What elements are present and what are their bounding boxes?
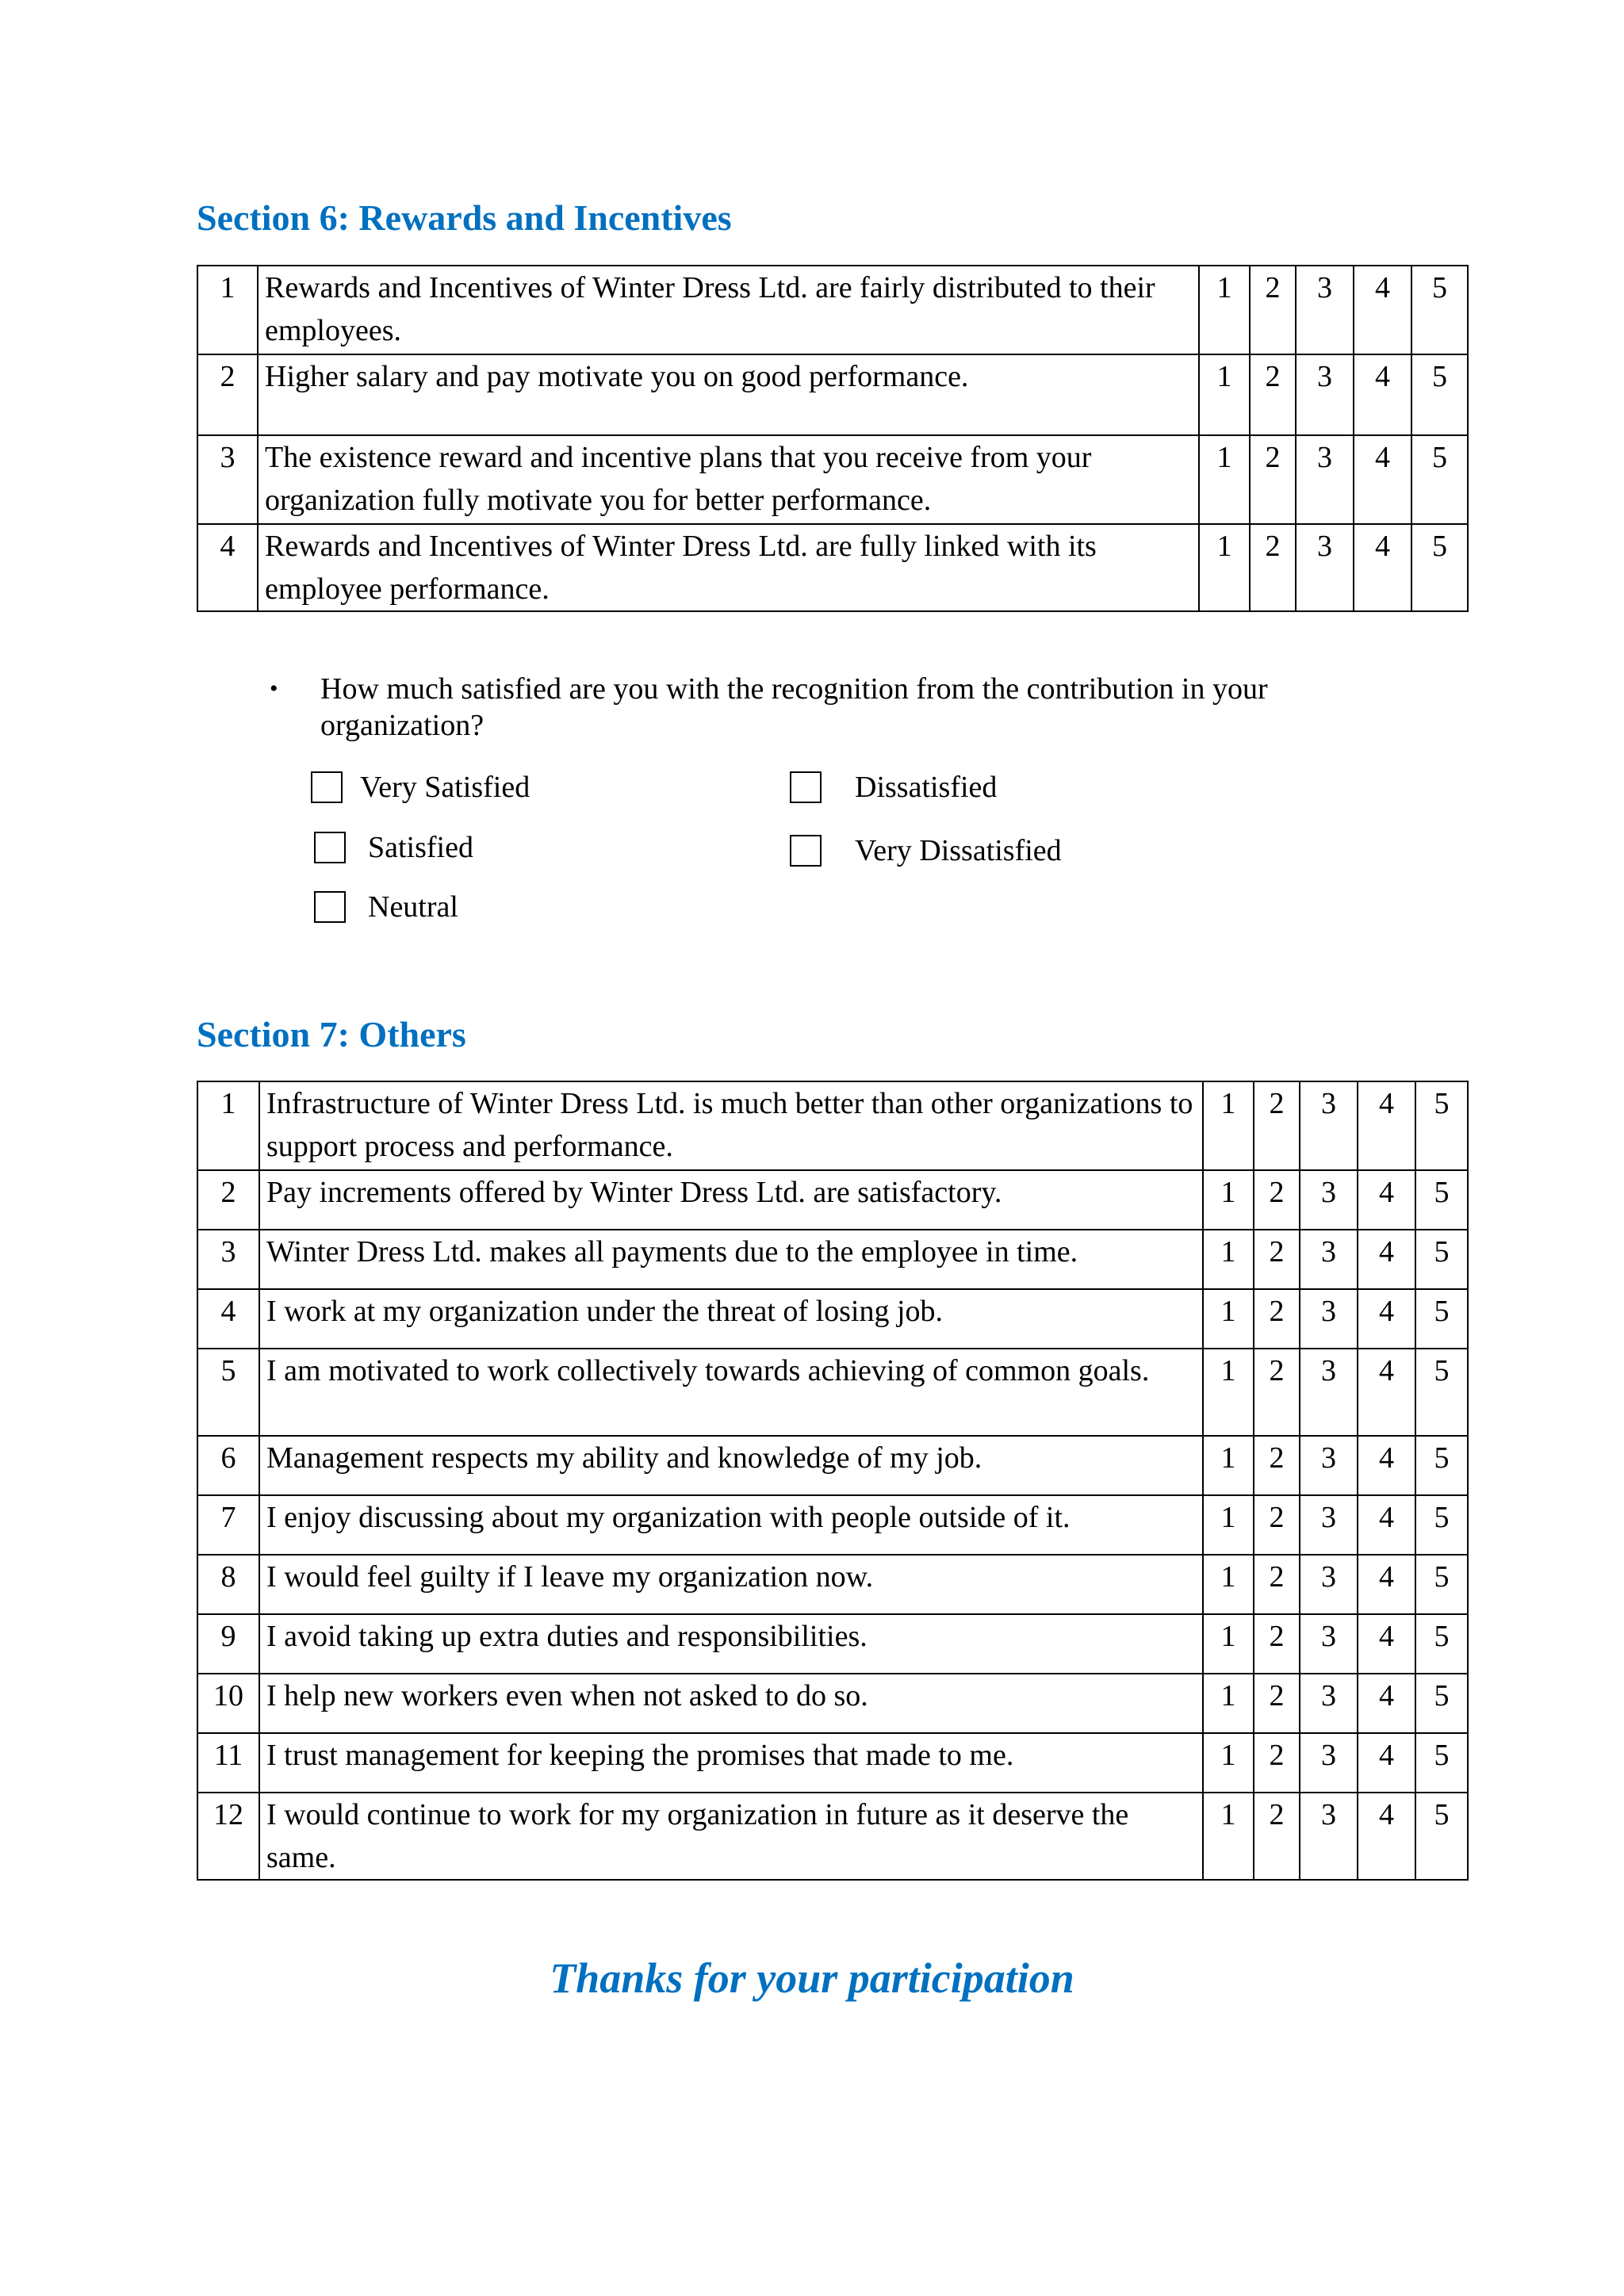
rating-option-4[interactable]: 4: [1354, 435, 1411, 524]
option-label: Dissatisfied: [855, 771, 998, 804]
rating-option-3[interactable]: 3: [1300, 1289, 1358, 1349]
rating-option-3[interactable]: 3: [1300, 1495, 1358, 1555]
rating-option-4[interactable]: 4: [1358, 1170, 1415, 1230]
checkbox-icon[interactable]: [790, 771, 822, 803]
option-label: Very Satisfied: [360, 771, 530, 804]
rating-option-3[interactable]: 3: [1296, 266, 1354, 354]
table-row: [197, 354, 1468, 435]
rating-option-1[interactable]: 1: [1203, 1170, 1254, 1230]
rating-option-5[interactable]: 5: [1415, 1793, 1468, 1880]
row-number: 9: [197, 1614, 259, 1674]
rating-option-4[interactable]: 4: [1354, 354, 1411, 435]
row-statement: I work at my organization under the threat of losing job.: [259, 1289, 1203, 1349]
rating-option-1[interactable]: 1: [1203, 1614, 1254, 1674]
row-number: 10: [197, 1674, 259, 1733]
row-statement: Higher salary and pay motivate you on good performance.: [258, 354, 1199, 435]
row-number: 1: [197, 266, 258, 354]
table-row: [197, 266, 1468, 354]
rating-option-1[interactable]: 1: [1199, 354, 1250, 435]
rating-option-5[interactable]: 5: [1415, 1289, 1468, 1349]
rating-option-4[interactable]: 4: [1358, 1349, 1415, 1436]
row-statement: I trust management for keeping the promises that made to me.: [259, 1733, 1203, 1793]
rating-option-3[interactable]: 3: [1296, 435, 1354, 524]
rating-option-5[interactable]: 5: [1411, 354, 1468, 435]
rating-option-2[interactable]: 2: [1250, 524, 1296, 611]
checkbox-icon[interactable]: [790, 835, 822, 867]
table-row: [197, 1733, 1468, 1793]
thanks-message: Thanks for your participation: [550, 1954, 1074, 2002]
option-dissatisfied[interactable]: [790, 769, 997, 806]
rating-option-2[interactable]: 2: [1254, 1436, 1300, 1495]
table-row: [197, 1614, 1468, 1674]
rating-option-2[interactable]: 2: [1254, 1555, 1300, 1614]
rating-option-2[interactable]: 2: [1254, 1289, 1300, 1349]
section-6-table: [197, 265, 1469, 612]
row-number: 4: [197, 1289, 259, 1349]
table-row: [197, 1436, 1468, 1495]
rating-option-3[interactable]: 3: [1300, 1674, 1358, 1733]
row-statement: Winter Dress Ltd. makes all payments due to the employee in time.: [259, 1230, 1203, 1289]
rating-option-3[interactable]: 3: [1300, 1170, 1358, 1230]
row-number: 3: [197, 435, 258, 524]
rating-option-4[interactable]: 4: [1354, 524, 1411, 611]
rating-option-1[interactable]: 1: [1199, 266, 1250, 354]
row-number: 8: [197, 1555, 259, 1614]
option-label: Neutral: [368, 890, 458, 924]
rating-option-5[interactable]: 5: [1415, 1495, 1468, 1555]
rating-option-2[interactable]: 2: [1254, 1230, 1300, 1289]
section-6-title: Section 6: Rewards and Incentives: [197, 197, 732, 238]
rating-option-4[interactable]: 4: [1358, 1793, 1415, 1880]
checkbox-icon[interactable]: [314, 891, 346, 923]
row-statement: Management respects my ability and knowledge of my job.: [259, 1436, 1203, 1495]
rating-option-4[interactable]: 4: [1354, 266, 1411, 354]
rating-option-2[interactable]: 2: [1254, 1170, 1300, 1230]
question-text: How much satisfied are you with the recognition from the contribution in your organization?: [320, 672, 1268, 742]
rating-option-5[interactable]: 5: [1411, 435, 1468, 524]
rating-option-2[interactable]: 2: [1254, 1674, 1300, 1733]
rating-option-1[interactable]: 1: [1203, 1733, 1254, 1793]
row-number: 5: [197, 1349, 259, 1436]
rating-option-3[interactable]: 3: [1296, 354, 1354, 435]
rating-option-4[interactable]: 4: [1358, 1733, 1415, 1793]
table-row: [197, 1081, 1468, 1170]
option-very-satisfied[interactable]: [311, 769, 530, 806]
checkbox-icon[interactable]: [314, 832, 346, 863]
rating-option-2[interactable]: 2: [1254, 1793, 1300, 1880]
table-row: [197, 1170, 1468, 1230]
rating-option-2[interactable]: 2: [1254, 1081, 1300, 1170]
row-number: 7: [197, 1495, 259, 1555]
rating-option-2[interactable]: 2: [1254, 1495, 1300, 1555]
table-row: [197, 1349, 1468, 1436]
rating-option-1[interactable]: 1: [1203, 1230, 1254, 1289]
rating-option-3[interactable]: 3: [1300, 1793, 1358, 1880]
row-number: 11: [197, 1733, 259, 1793]
rating-option-5[interactable]: 5: [1415, 1349, 1468, 1436]
rating-option-1[interactable]: 1: [1203, 1793, 1254, 1880]
rating-option-5[interactable]: 5: [1411, 266, 1468, 354]
table-row: [197, 1289, 1468, 1349]
table-row: [197, 1674, 1468, 1733]
row-number: 12: [197, 1793, 259, 1880]
row-number: 3: [197, 1230, 259, 1289]
table-row: [197, 1495, 1468, 1555]
rating-option-1[interactable]: 1: [1203, 1289, 1254, 1349]
rating-option-2[interactable]: 2: [1254, 1614, 1300, 1674]
rating-option-4[interactable]: 4: [1358, 1674, 1415, 1733]
rating-option-4[interactable]: 4: [1358, 1230, 1415, 1289]
rating-option-3[interactable]: 3: [1300, 1436, 1358, 1495]
rating-option-2[interactable]: 2: [1254, 1733, 1300, 1793]
rating-option-4[interactable]: 4: [1358, 1289, 1415, 1349]
satisfaction-question: [270, 671, 1396, 744]
rating-option-1[interactable]: 1: [1203, 1495, 1254, 1555]
option-neutral[interactable]: [314, 889, 458, 925]
rating-option-1[interactable]: 1: [1199, 435, 1250, 524]
checkbox-icon[interactable]: [311, 771, 343, 803]
row-statement: Infrastructure of Winter Dress Ltd. is much better than other organizations to support process and performance.: [259, 1081, 1203, 1170]
table-row: [197, 524, 1468, 611]
row-statement: Rewards and Incentives of Winter Dress Ltd. are fairly distributed to their employees.: [258, 266, 1199, 354]
row-statement: I help new workers even when not asked to do so.: [259, 1674, 1203, 1733]
table-row: [197, 435, 1468, 524]
rating-option-5[interactable]: 5: [1411, 524, 1468, 611]
rating-option-1[interactable]: 1: [1203, 1555, 1254, 1614]
row-statement: I avoid taking up extra duties and responsibilities.: [259, 1614, 1203, 1674]
row-statement: I am motivated to work collectively towards achieving of common goals.: [259, 1349, 1203, 1436]
rating-option-3[interactable]: 3: [1300, 1349, 1358, 1436]
rating-option-5[interactable]: 5: [1415, 1081, 1468, 1170]
rating-option-2[interactable]: 2: [1254, 1349, 1300, 1436]
rating-option-4[interactable]: 4: [1358, 1081, 1415, 1170]
rating-option-5[interactable]: 5: [1415, 1674, 1468, 1733]
rating-option-2[interactable]: 2: [1250, 354, 1296, 435]
rating-option-1[interactable]: 1: [1203, 1349, 1254, 1436]
rating-option-5[interactable]: 5: [1415, 1614, 1468, 1674]
rating-option-4[interactable]: 4: [1358, 1555, 1415, 1614]
rating-option-1[interactable]: 1: [1203, 1674, 1254, 1733]
rating-option-5[interactable]: 5: [1415, 1170, 1468, 1230]
rating-option-3[interactable]: 3: [1300, 1230, 1358, 1289]
rating-option-3[interactable]: 3: [1300, 1733, 1358, 1793]
rating-option-5[interactable]: 5: [1415, 1733, 1468, 1793]
rating-option-5[interactable]: 5: [1415, 1436, 1468, 1495]
section-7-title: Section 7: Others: [197, 1014, 466, 1054]
row-statement: I would continue to work for my organization in future as it deserve the same.: [259, 1793, 1203, 1880]
rating-option-4[interactable]: 4: [1358, 1614, 1415, 1674]
rating-option-2[interactable]: 2: [1250, 435, 1296, 524]
row-statement: I enjoy discussing about my organization with people outside of it.: [259, 1495, 1203, 1555]
rating-option-5[interactable]: 5: [1415, 1555, 1468, 1614]
section-7-table: [197, 1081, 1469, 1881]
row-statement: The existence reward and incentive plans that you receive from your organization fully motivate you for better performance.: [258, 435, 1199, 524]
table-row: [197, 1230, 1468, 1289]
rating-option-3[interactable]: 3: [1300, 1555, 1358, 1614]
rating-option-1[interactable]: 1: [1203, 1436, 1254, 1495]
rating-option-1[interactable]: 1: [1199, 524, 1250, 611]
rating-option-3[interactable]: 3: [1300, 1081, 1358, 1170]
row-statement: Rewards and Incentives of Winter Dress Ltd. are fully linked with its employee performance.: [258, 524, 1199, 611]
row-number: 2: [197, 354, 258, 435]
rating-option-2[interactable]: 2: [1250, 266, 1296, 354]
row-statement: Pay increments offered by Winter Dress Ltd. are satisfactory.: [259, 1170, 1203, 1230]
rating-option-4[interactable]: 4: [1358, 1436, 1415, 1495]
table-row: [197, 1555, 1468, 1614]
row-number: 4: [197, 524, 258, 611]
option-very-dissatisfied[interactable]: [790, 832, 1062, 869]
rating-option-3[interactable]: 3: [1300, 1614, 1358, 1674]
row-number: 1: [197, 1081, 259, 1170]
row-number: 2: [197, 1170, 259, 1230]
table-row: [197, 1793, 1468, 1880]
row-statement: I would feel guilty if I leave my organization now.: [259, 1555, 1203, 1614]
rating-option-3[interactable]: 3: [1296, 524, 1354, 611]
rating-option-5[interactable]: 5: [1415, 1230, 1468, 1289]
option-label: Satisfied: [368, 831, 473, 864]
bullet-icon: •: [270, 675, 278, 702]
option-label: Very Dissatisfied: [855, 834, 1062, 867]
rating-option-4[interactable]: 4: [1358, 1495, 1415, 1555]
rating-option-1[interactable]: 1: [1203, 1081, 1254, 1170]
row-number: 6: [197, 1436, 259, 1495]
option-satisfied[interactable]: [314, 829, 473, 866]
